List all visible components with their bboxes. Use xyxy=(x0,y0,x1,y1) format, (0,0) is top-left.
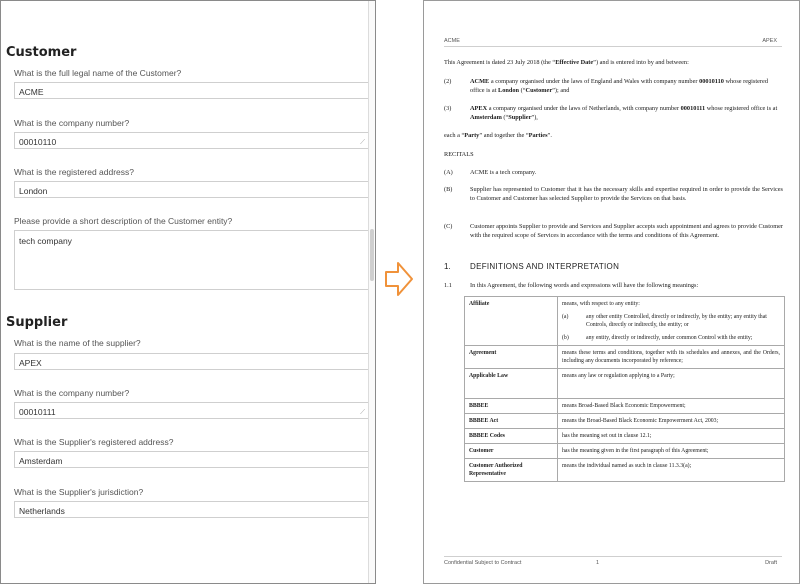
intro-bold: Effective Date xyxy=(555,59,594,66)
customer-section-heading xyxy=(6,45,76,60)
clause-text: In this Agreement, the following words and expressions will have the following meanings: xyxy=(470,282,699,289)
doc-header-left: ACME xyxy=(444,38,460,44)
page-number: 1 xyxy=(596,560,600,566)
recital-text: Supplier has represented to Customer that it has the necessary skills and expertise required in order to provide the Services to Customer and Customer has selected Supplier to provide the Services on that basis. xyxy=(470,186,783,202)
questionnaire-content xyxy=(1,1,369,583)
party-office: London xyxy=(498,87,520,94)
doc-header-divider xyxy=(444,46,782,47)
section-heading: DEFINITIONS AND INTERPRETATION xyxy=(470,262,620,271)
doc-footer-left: Confidential Subject to Contract xyxy=(444,560,522,566)
definition-term: Affiliate xyxy=(465,297,558,346)
supplier-heading-text: Supplier xyxy=(6,315,68,330)
supplier-jurisdiction-label: What is the Supplier's jurisdiction? xyxy=(14,487,144,497)
party-company-number: 00010111 xyxy=(680,105,706,112)
form-scrollbar-thumb[interactable] xyxy=(370,229,374,281)
each-party-line xyxy=(444,131,784,140)
supplier-company-number-field[interactable] xyxy=(14,402,369,419)
each-party-text: ” and together the “ xyxy=(479,132,529,139)
recital-number: (C) xyxy=(444,223,453,230)
party-company-number: 00010110 xyxy=(699,78,724,85)
definition-row xyxy=(465,346,785,369)
supplier-name-field[interactable]: APEX xyxy=(14,353,369,370)
party-number: (3) xyxy=(444,105,452,112)
recitals-heading: RECITALS xyxy=(444,151,474,158)
doc-footer-divider xyxy=(444,556,782,557)
party-text: whose registered office is at xyxy=(705,105,778,112)
definition-meaning: means these terms and conditions, together with its schedules and annexes, and the Orders, including any documents incorporated by reference; xyxy=(558,346,785,369)
party-text: a company organised under the laws of Netherlands, with company number xyxy=(487,105,681,112)
each-party-text: each a “ xyxy=(444,132,465,139)
supplier-address-field[interactable]: Amsterdam xyxy=(14,451,369,468)
definition-row xyxy=(465,459,785,482)
party-text: (“ xyxy=(519,87,526,94)
sub-item-label: (b) xyxy=(562,335,569,341)
recital-number: (B) xyxy=(444,186,453,193)
party-name: ACME xyxy=(470,78,490,85)
party-term: Party xyxy=(464,132,480,139)
definition-meaning: means the individual named as such in clause 11.3.3(a); xyxy=(558,459,785,482)
sub-item-text: any other entity Controlled, directly or indirectly, by the entity; any entity that Controls, directly or indirectly, the entity; or xyxy=(586,314,767,328)
definition-row xyxy=(465,369,785,399)
each-party-text: ”. xyxy=(547,132,552,139)
party-paragraph xyxy=(470,104,783,122)
definition-term: Customer Authorized Representative xyxy=(465,459,558,482)
supplier-company-number-value: 00010111 xyxy=(19,407,56,417)
customer-address-label: What is the registered address? xyxy=(14,167,135,177)
resize-handle-icon[interactable]: ⟋ xyxy=(360,139,365,146)
definition-row xyxy=(465,429,785,444)
definition-row xyxy=(465,414,785,429)
definition-term: Agreement xyxy=(465,346,558,369)
clause-number: 1.1 xyxy=(444,282,452,289)
customer-company-number-value: 00010110 xyxy=(19,137,57,147)
document-preview xyxy=(423,0,800,584)
definition-sub-item xyxy=(562,334,780,342)
definition-meaning: has the meaning set out in clause 12.1; xyxy=(558,429,785,444)
definition-term: Applicable Law xyxy=(465,369,558,399)
party-text: ”), xyxy=(531,114,538,121)
intro-post: ”) and is entered into by and between: xyxy=(593,59,689,66)
sub-item-text: any entity, directly or indirectly, under common Control with the entity; xyxy=(586,335,753,341)
definition-sub-item xyxy=(562,313,780,329)
definition-meaning: means the Broad-Based Black Economic Empowerment Act, 2003; xyxy=(558,414,785,429)
definition-term: BBBEE Codes xyxy=(465,429,558,444)
customer-company-number-label: What is the company number? xyxy=(14,118,130,128)
recital-number: (A) xyxy=(444,169,453,176)
intro-pre: This Agreement is dated 23 July 2018 (the “ xyxy=(444,59,556,66)
doc-intro xyxy=(444,58,784,67)
supplier-section-heading xyxy=(6,315,67,330)
customer-heading-text: Customer xyxy=(6,45,77,60)
definitions-table xyxy=(464,296,785,482)
section-number: 1. xyxy=(444,262,451,271)
definition-row xyxy=(465,444,785,459)
party-role: Customer xyxy=(525,87,553,94)
definition-term: Customer xyxy=(465,444,558,459)
recital-text: Customer appoints Supplier to provide and Services and Supplier accepts such appointment and agrees to provide Customer with the required scope of Services in accordance with the terms and conditions of this Agreement. xyxy=(470,223,783,239)
doc-header-right: APEX xyxy=(762,38,777,44)
customer-address-field[interactable]: London xyxy=(14,181,369,198)
supplier-name-label: What is the name of the supplier? xyxy=(14,338,141,348)
party-name: APEX xyxy=(470,105,488,112)
right-arrow-icon xyxy=(384,260,414,298)
customer-name-label: What is the full legal name of the Customer? xyxy=(14,68,182,78)
party-paragraph xyxy=(470,77,783,95)
definition-term: BBBEE Act xyxy=(465,414,558,429)
party-office: Amsterdam xyxy=(470,114,502,121)
resize-handle-icon[interactable]: ⟋ xyxy=(360,409,365,416)
sub-item-label: (a) xyxy=(562,314,569,320)
doc-footer-right: Draft xyxy=(765,560,777,566)
customer-name-field[interactable]: ACME xyxy=(14,82,369,99)
definition-meaning: has the meaning given in the first paragraph of this Agreement; xyxy=(558,444,785,459)
supplier-jurisdiction-field[interactable]: Netherlands xyxy=(14,501,369,518)
supplier-address-label: What is the Supplier's registered address? xyxy=(14,437,174,447)
customer-description-label: Please provide a short description of the Customer entity? xyxy=(14,216,233,226)
supplier-company-number-label: What is the company number? xyxy=(14,388,130,398)
recital-text: ACME is a tech company. xyxy=(470,169,537,176)
definition-row xyxy=(465,399,785,414)
definition-row xyxy=(465,297,785,346)
definition-meaning: means Broad-Based Black Economic Empowerment; xyxy=(558,399,785,414)
definition-term: BBBEE xyxy=(465,399,558,414)
definition-meaning-text: means, with respect to any entity: xyxy=(562,301,640,307)
definition-meaning: means any law or regulation applying to a Party; xyxy=(558,369,785,399)
customer-company-number-field[interactable] xyxy=(14,132,369,149)
questionnaire-panel xyxy=(0,0,376,584)
customer-description-field[interactable]: tech company xyxy=(14,230,369,290)
party-role: Supplier xyxy=(508,114,532,121)
party-number: (2) xyxy=(444,78,452,85)
definition-meaning xyxy=(558,297,785,346)
party-text: (“ xyxy=(501,114,509,121)
parties-term: Parties xyxy=(528,132,548,139)
party-text: ”); and xyxy=(552,87,570,94)
party-text: a company organised under the laws of England and Wales with company number xyxy=(489,78,700,85)
form-scrollbar[interactable] xyxy=(368,1,375,583)
party-text: whose registered office is at xyxy=(470,78,768,94)
